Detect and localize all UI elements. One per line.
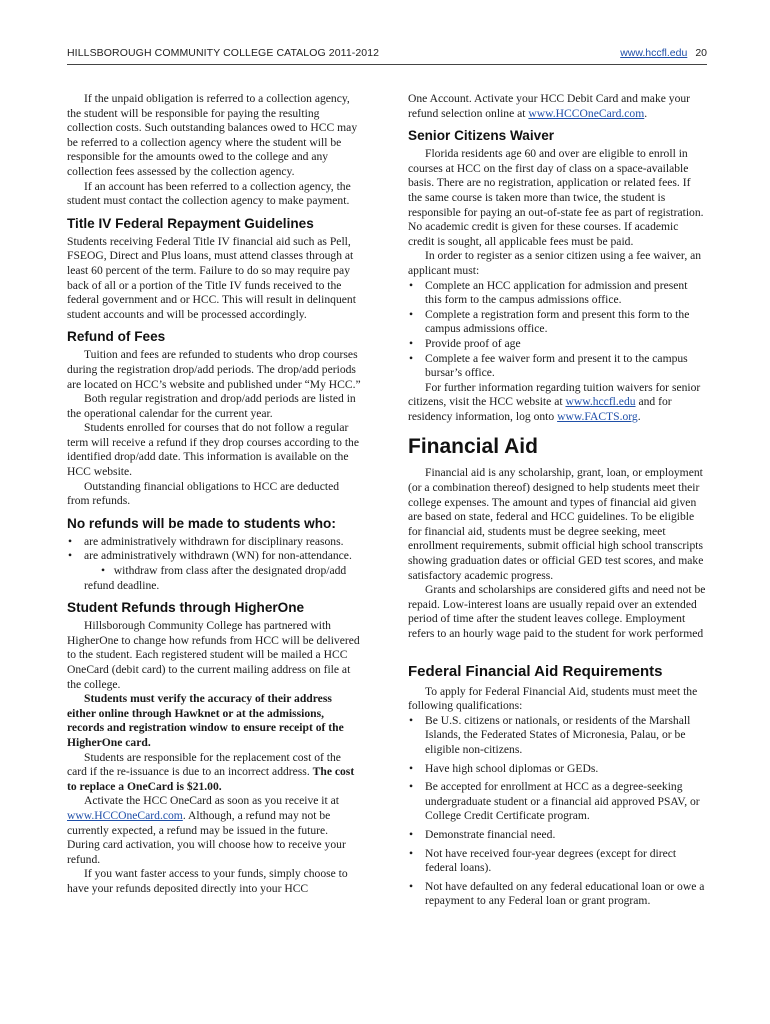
onecard-link-2[interactable]: www.HCCOneCard.com <box>528 106 645 120</box>
bullet-icon: • <box>409 827 414 841</box>
senior-paragraph: Florida residents age 60 and over are eligible to enroll in courses at HCC on the first day of class on a space-available basis. There are no registration, application or related fees. If the same course is taken more than twice, the student is responsible for paying an out-of-state fee as part of registration. No academic credit is given for these courses. If academic credit is sought, all applicable fees must be paid. <box>408 147 704 248</box>
refund-heading: Refund of Fees <box>67 329 166 345</box>
page-header <box>67 47 707 61</box>
list-item: • Complete an HCC application for admission and present this form to the campus admissions office. <box>409 278 688 307</box>
federal-requirements-list <box>408 714 706 909</box>
financial-aid-heading: Financial Aid <box>408 435 538 459</box>
list-item: • Not have defaulted on any federal educational loan or owe a repayment to any Federal loan or grant program. <box>409 879 705 908</box>
federal-aid-paragraph: To apply for Federal Financial Aid, students must meet the following qualifications: <box>408 684 698 713</box>
refund-paragraph-2: Both regular registration and drop/add periods are listed in the operational calendar for the current year. <box>67 392 356 420</box>
collection-paragraph: If the unpaid obligation is referred to a collection agency, the student will be responsible for paying the resulting collection costs. Such outstanding balances owed to HCC may be referred to a collection agency where the student will be responsible for the amounts owed to the college and any collection fees assessed by the collection agency. <box>67 92 358 178</box>
website-link[interactable]: www.hccfl.edu <box>620 47 688 59</box>
bullet-icon: • <box>409 713 414 727</box>
header-rule <box>67 64 707 65</box>
title-iv-paragraph: Students receiving Federal Title IV financial aid such as Pell, FSEOG, Direct and Plus loans, must attend classes through at least 60 percent of the term. Failure to do so may require pay back of all or a portion of the Title IV funds received to the federal government and or HCC. This will result in delinquent student accounts and will be processed accordingly. <box>67 234 356 321</box>
bullet-icon: • <box>409 336 414 350</box>
list-item: • are administratively withdrawn (WN) for non-attendance. <box>68 549 352 563</box>
senior-register-paragraph: In order to register as a senior citizen using a fee waiver, an applicant must: <box>408 249 702 277</box>
list-item: • Complete a fee waiver form and present it to the campus bursar’s office. <box>409 351 688 380</box>
bullet-icon: • <box>409 879 414 893</box>
one-account-paragraph: One Account. Activate your HCC Debit Card and make your refund selection online at www.HCCOneCard.com. <box>408 92 691 120</box>
refund-paragraph-3: Students enrolled for courses that do not follow a regular term will receive a refund if they drop courses according to the identified drop/add date. This information is available on the HCC website. <box>67 421 359 479</box>
list-item: • Demonstrate financial need. <box>409 827 556 841</box>
replacement-cost-paragraph: Students are responsible for the replacement cost of the card if the re-issuance is due to an incorrect address. The cost to replace a OneCard is $21.00. <box>67 750 355 793</box>
bullet-icon: • <box>101 564 114 578</box>
higherone-heading: Student Refunds through HigherOne <box>67 600 305 616</box>
list-item: • Provide proof of age <box>409 336 521 350</box>
financial-aid-paragraph: Financial aid is any scholarship, grant, loan, or employment (or a combination thereof) designed to help students meet their college expenses. The amount and types of financial aid given are based on state, federal and HCC guidelines. To be eligible for financial aid, students must be degree seeking, meet enrollment requirements, submit official high school transcripts showing graduation dates or official GED test scores, and make satisfactory academic progress. <box>408 466 704 582</box>
activate-card-paragraph: Activate the HCC OneCard as soon as you receive it at www.HCCOneCard.com. Although, a refund may not be currently expected, a refund may be issued in the future. During card activation, you will choose how to receive your refund. <box>67 794 346 866</box>
bullet-icon: • <box>409 846 414 860</box>
higherone-paragraph: Hillsborough Community College has partnered with HigherOne to change how refunds from HCC will be delivered to the student. Each registered student will be mailed a HCC OneCard (debit card) to the current mailing address on file at the college. <box>67 619 360 691</box>
grants-paragraph: Grants and scholarships are considered gifts and need not be repaid. Low-interest loans are usually repaid over an extended period of time after the student leaves college. Employment refers to an hourly wage paid to the student for work performed <box>408 583 706 640</box>
no-refund-heading: No refunds will be made to students who: <box>67 515 336 531</box>
spacer <box>408 642 706 656</box>
title-iv-heading: Title IV Federal Repayment Guidelines <box>67 215 314 231</box>
federal-aid-heading: Federal Financial Aid Requirements <box>408 662 663 680</box>
refund-paragraph-1: Tuition and fees are refunded to students who drop courses during the registration drop/add periods. The drop/add periods are located on HCC’s website and published under “My HCC.” <box>67 348 361 391</box>
list-item: • Be accepted for enrollment at HCC as a degree-seeking undergraduate student or a financial aid approved PSAV, or College Credit Certificate program. <box>409 780 700 823</box>
list-item: • Have high school diplomas or GEDs. <box>409 761 599 775</box>
faster-access-paragraph: If you want faster access to your funds, simply choose to have your refunds deposited directly into your HCC <box>67 867 348 895</box>
further-info-paragraph: For further information regarding tuition waivers for senior citizens, visit the HCC website at www.hccfl.edu and for residency information, log onto www.FACTS.org. <box>408 380 701 423</box>
onecard-link[interactable]: www.HCCOneCard.com <box>67 808 183 822</box>
collection-contact-paragraph: If an account has been referred to a collection agency, the student must contact the collection agency to make payment. <box>67 179 351 208</box>
list-item: • Be U.S. citizens or nationals, or residents of the Marshall Islands, the Federated States of Micronesia, Palau, or be eligible non-citizens. <box>409 713 691 756</box>
catalog-title: HILLSBOROUGH COMMUNITY COLLEGE CATALOG 2011-2012 <box>67 47 380 59</box>
verify-address-paragraph: Students must verify the accuracy of their address either online through Hawknet or at the admissions, records and registration window to ensure receipt of the HigherOne card. <box>67 692 344 749</box>
list-item: • withdraw from class after the designated drop/add refund deadline. <box>84 564 347 592</box>
list-item: • are administratively withdrawn for disciplinary reasons. <box>68 534 344 548</box>
right-column <box>408 92 706 909</box>
bullet-icon: • <box>409 278 414 292</box>
bullet-icon: • <box>409 761 414 775</box>
bullet-icon: • <box>68 534 73 548</box>
bullet-icon: • <box>409 351 414 365</box>
list-item: • Complete a registration form and present this form to the campus admissions office. <box>409 307 690 336</box>
bullet-icon: • <box>409 780 414 794</box>
facts-link[interactable]: www.FACTS.org <box>557 409 638 423</box>
refund-paragraph-4: Outstanding financial obligations to HCC are deducted from refunds. <box>67 479 340 508</box>
no-refund-list <box>67 535 363 593</box>
senior-heading: Senior Citizens Waiver <box>408 128 555 144</box>
header-right <box>620 47 707 59</box>
bullet-icon: • <box>68 549 73 563</box>
bullet-icon: • <box>409 307 414 321</box>
page-number: 20 <box>695 47 707 59</box>
list-item: • Not have received four-year degrees (except for direct federal loans). <box>409 846 677 875</box>
senior-list <box>408 279 706 381</box>
left-column <box>67 92 363 897</box>
hccfl-link[interactable]: www.hccfl.edu <box>565 395 636 409</box>
